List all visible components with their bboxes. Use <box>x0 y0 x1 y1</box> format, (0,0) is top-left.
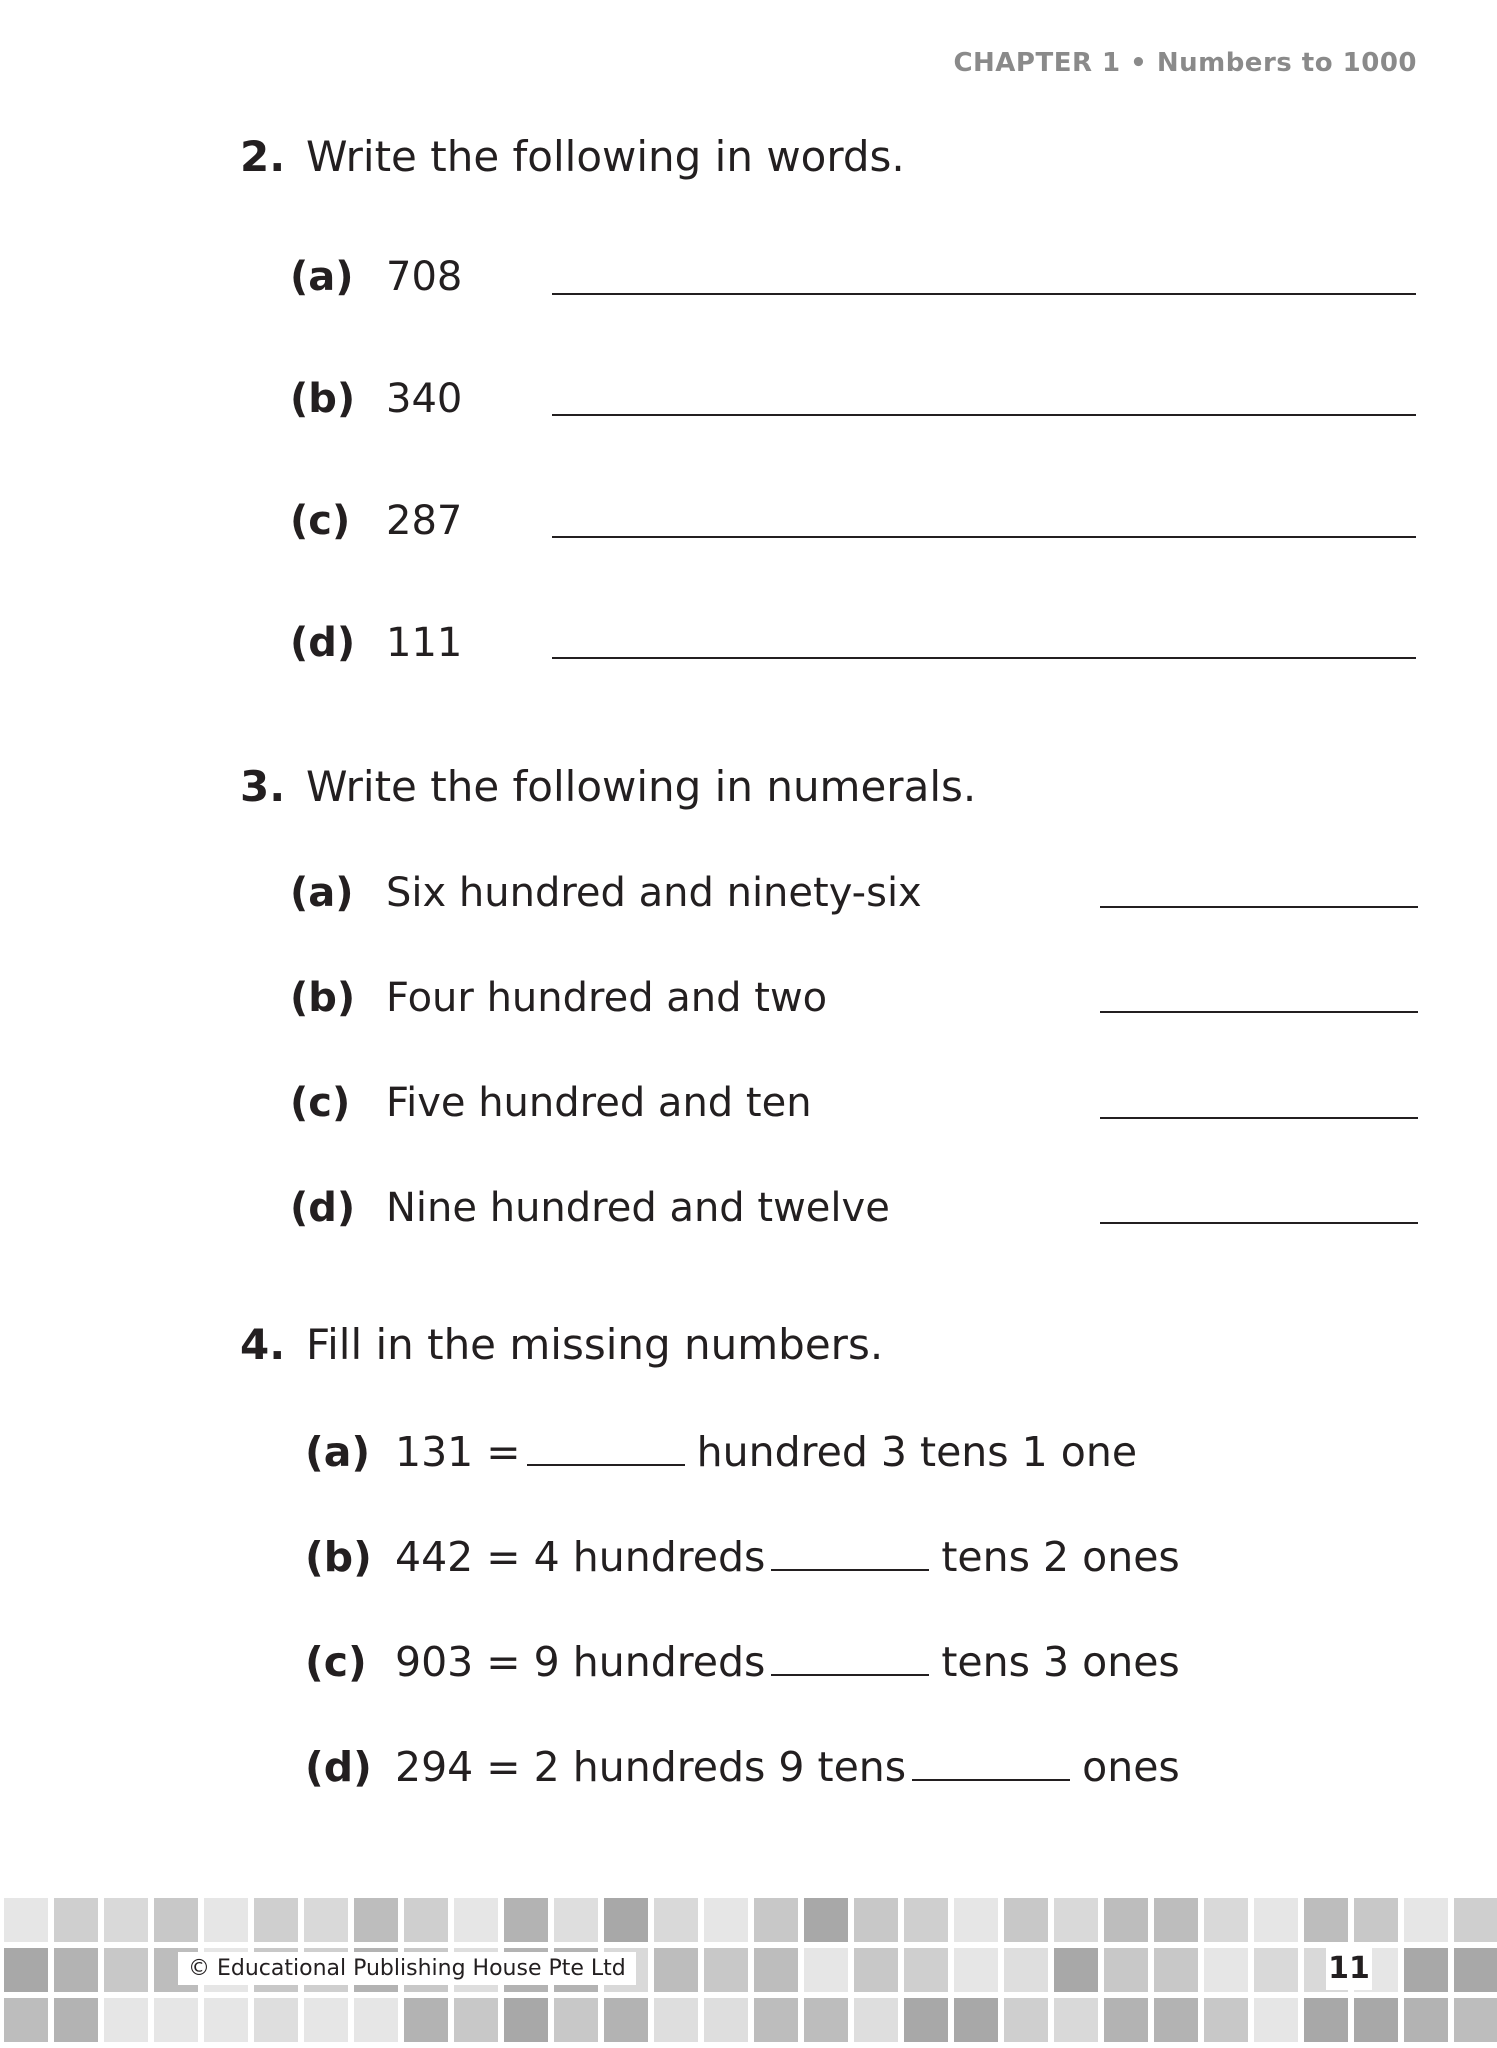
item-value: 287 <box>386 498 463 544</box>
page-number: 11 <box>1326 1948 1372 1990</box>
item-label: (a) <box>290 870 354 916</box>
footer-tile <box>954 1948 998 1992</box>
footer-tile <box>1454 1998 1497 2042</box>
footer-tile <box>404 1898 448 1942</box>
blank-q4c[interactable] <box>771 1673 929 1676</box>
footer-tile <box>704 1998 748 2042</box>
footer-tile <box>754 1998 798 2042</box>
footer-tile <box>1054 1948 1098 1992</box>
footer-tile <box>454 1998 498 2042</box>
item-label: (a) <box>290 254 354 300</box>
item-value: Six hundred and ninety-six <box>386 870 922 916</box>
answer-line-q2d[interactable] <box>552 657 1416 659</box>
footer-tile <box>1304 1998 1348 2042</box>
footer-tile <box>604 1898 648 1942</box>
footer-tile <box>1354 1898 1398 1942</box>
footer-tile <box>4 1998 48 2042</box>
footer-tile <box>1254 1898 1298 1942</box>
item-label: (c) <box>290 1080 351 1126</box>
item-label: (a) <box>305 1428 371 1476</box>
footer-tile <box>1354 1998 1398 2042</box>
footer-tile <box>4 1948 48 1992</box>
blank-q4d[interactable] <box>912 1778 1070 1781</box>
footer-tile <box>1404 1898 1448 1942</box>
footer-tile <box>354 1998 398 2042</box>
footer-tile <box>504 1998 548 2042</box>
footer-tile <box>354 1898 398 1942</box>
footer-tile <box>1004 1948 1048 1992</box>
answer-line-q2b[interactable] <box>552 414 1416 416</box>
question-2-heading <box>240 132 905 181</box>
copyright-notice: © Educational Publishing House Pte Ltd <box>178 1952 636 1985</box>
footer-tile <box>1154 1948 1198 1992</box>
blank-q4b[interactable] <box>771 1568 929 1571</box>
footer-tile <box>604 1998 648 2042</box>
footer-tile <box>854 1998 898 2042</box>
question-number: 3. <box>240 762 286 811</box>
footer-tile <box>1454 1948 1497 1992</box>
question-number: 4. <box>240 1320 286 1369</box>
footer-tile <box>1404 1998 1448 2042</box>
item-value: Four hundred and two <box>386 975 828 1021</box>
footer-tile <box>1054 1998 1098 2042</box>
equation-right: ones <box>1082 1743 1180 1791</box>
item-label: (d) <box>290 1185 356 1231</box>
footer-tile <box>1204 1998 1248 2042</box>
equation-right: hundred 3 tens 1 one <box>696 1428 1138 1476</box>
footer-tile <box>1204 1948 1248 1992</box>
answer-line-q3d[interactable] <box>1100 1222 1418 1224</box>
footer-tile <box>204 1898 248 1942</box>
item-value: 708 <box>386 254 463 300</box>
question-number: 2. <box>240 132 286 181</box>
equation-left: 131 = <box>395 1428 521 1476</box>
footer-tile <box>504 1898 548 1942</box>
footer-tile <box>1404 1948 1448 1992</box>
item-label: (d) <box>305 1743 372 1791</box>
item-label: (d) <box>290 620 356 666</box>
footer-tile <box>954 1898 998 1942</box>
footer-tile <box>904 1898 948 1942</box>
footer-tile <box>1204 1898 1248 1942</box>
footer-tile <box>1304 1898 1348 1942</box>
footer-tile <box>854 1948 898 1992</box>
footer-tile <box>804 1898 848 1942</box>
item-value: Five hundred and ten <box>386 1080 812 1126</box>
question-instruction: Fill in the missing numbers. <box>306 1320 884 1369</box>
question-instruction: Write the following in numerals. <box>306 762 977 811</box>
footer-tile <box>1004 1998 1048 2042</box>
footer-tile <box>754 1948 798 1992</box>
footer-tile <box>654 1898 698 1942</box>
footer-tile <box>654 1948 698 1992</box>
blank-q4a[interactable] <box>527 1463 685 1466</box>
footer-tile <box>104 1998 148 2042</box>
item-value: Nine hundred and twelve <box>386 1185 890 1231</box>
footer-tile <box>1104 1948 1148 1992</box>
footer-tile <box>154 1898 198 1942</box>
answer-line-q3b[interactable] <box>1100 1011 1418 1013</box>
footer-tile <box>904 1948 948 1992</box>
answer-line-q3a[interactable] <box>1100 906 1418 908</box>
footer-tile <box>154 1998 198 2042</box>
footer-tile <box>1104 1898 1148 1942</box>
footer-tile <box>1154 1998 1198 2042</box>
answer-line-q2a[interactable] <box>552 293 1416 295</box>
footer-tile <box>954 1998 998 2042</box>
item-label: (c) <box>305 1638 367 1686</box>
footer-tile <box>204 1998 248 2042</box>
footer-tile <box>1154 1898 1198 1942</box>
footer-tile <box>654 1998 698 2042</box>
answer-line-q3c[interactable] <box>1100 1117 1418 1119</box>
footer-tile <box>54 1998 98 2042</box>
question-3-heading <box>240 762 976 811</box>
footer-tile <box>1254 1998 1298 2042</box>
equation-left: 294 = 2 hundreds 9 tens <box>395 1743 907 1791</box>
item-label: (b) <box>290 975 356 1021</box>
footer-tile <box>54 1898 98 1942</box>
footer-tile <box>754 1898 798 1942</box>
footer-tile <box>554 1898 598 1942</box>
footer-tile <box>1104 1998 1148 2042</box>
footer-tile <box>904 1998 948 2042</box>
question-4-heading <box>240 1320 883 1369</box>
equation-right: tens 2 ones <box>941 1533 1180 1581</box>
footer-tile <box>254 1898 298 1942</box>
equation-right: tens 3 ones <box>941 1638 1180 1686</box>
equation-left: 442 = 4 hundreds <box>395 1533 766 1581</box>
question-instruction: Write the following in words. <box>306 132 905 181</box>
footer-tile <box>4 1898 48 1942</box>
footer-tile <box>804 1948 848 1992</box>
footer-tile <box>104 1948 148 1992</box>
item-label: (b) <box>290 376 356 422</box>
item-label: (b) <box>305 1533 372 1581</box>
item-label: (c) <box>290 498 351 544</box>
footer-tile <box>804 1998 848 2042</box>
footer-tile <box>104 1898 148 1942</box>
footer-tile <box>1054 1898 1098 1942</box>
footer-tile <box>704 1898 748 1942</box>
footer-tile <box>1004 1898 1048 1942</box>
footer-tile <box>304 1898 348 1942</box>
chapter-header: CHAPTER 1 • Numbers to 1000 <box>953 48 1417 78</box>
answer-line-q2c[interactable] <box>552 536 1416 538</box>
footer-tile <box>404 1998 448 2042</box>
footer-tile <box>554 1998 598 2042</box>
item-value: 111 <box>386 620 463 666</box>
footer-tile <box>854 1898 898 1942</box>
item-value: 340 <box>386 376 463 422</box>
footer-tile <box>704 1948 748 1992</box>
footer-tile <box>1454 1898 1497 1942</box>
footer-tile <box>254 1998 298 2042</box>
footer-tile <box>304 1998 348 2042</box>
footer-tile <box>1254 1948 1298 1992</box>
equation-left: 903 = 9 hundreds <box>395 1638 766 1686</box>
footer-tile <box>454 1898 498 1942</box>
footer-tile <box>54 1948 98 1992</box>
